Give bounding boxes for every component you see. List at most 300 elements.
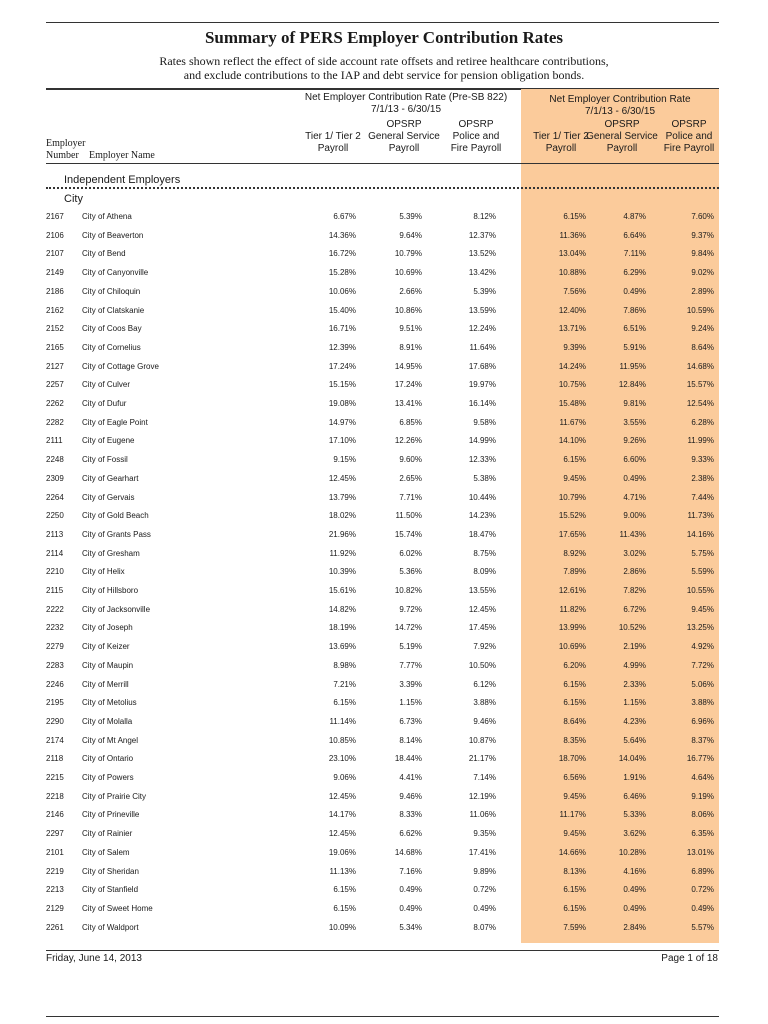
rate-tier-net: 6.15%	[563, 885, 586, 895]
employer-number: 2248	[46, 455, 64, 465]
table-row	[0, 805, 768, 824]
rate-police-pre: 8.12%	[473, 212, 496, 221]
employer-name: City of Stanfield	[82, 885, 139, 895]
rate-police-pre: 0.49%	[473, 903, 496, 913]
employer-number: 2215	[46, 773, 64, 782]
rate-general-net: 5.64%	[623, 735, 646, 745]
table-row	[0, 918, 768, 937]
rate-police-net: 13.01%	[686, 847, 714, 857]
employer-number: 2282	[46, 417, 64, 427]
rate-general-pre: 14.68%	[394, 847, 422, 857]
rate-police-pre: 12.19%	[468, 791, 496, 801]
employer-number: 2213	[46, 885, 64, 895]
rate-police-net: 9.33%	[691, 455, 714, 465]
rate-tier-net: 6.15%	[563, 903, 586, 913]
rate-tier-pre: 19.06%	[328, 847, 356, 857]
rate-general-net: 7.86%	[623, 305, 646, 315]
top-rule	[46, 22, 719, 23]
table-row	[0, 375, 768, 394]
employer-number: 2261	[46, 922, 64, 932]
rate-police-pre: 9.46%	[473, 716, 496, 726]
table-row	[0, 843, 768, 862]
table-row	[0, 768, 768, 787]
table-row	[0, 301, 768, 320]
employer-number: 2174	[46, 735, 64, 745]
rate-police-pre: 12.24%	[468, 324, 496, 334]
employer-name: City of Gresham	[82, 548, 140, 558]
employer-name: City of Rainier	[82, 829, 133, 839]
employer-name: City of Keizer	[82, 642, 130, 652]
table-row	[0, 675, 768, 694]
col-tier-header-1: Tier 1/ Tier 2 Payroll	[305, 131, 361, 154]
employer-name: City of Helix	[82, 567, 125, 577]
rate-tier-net: 9.45%	[563, 829, 586, 839]
rate-general-net: 4.87%	[623, 212, 646, 221]
rate-general-pre: 5.19%	[399, 642, 422, 652]
employer-name: City of Beaverton	[82, 230, 144, 240]
rate-general-net: 9.81%	[623, 399, 646, 408]
rate-tier-net: 15.48%	[558, 399, 586, 408]
rate-general-pre: 15.74%	[394, 529, 422, 539]
rate-general-net: 3.62%	[623, 829, 646, 839]
table-row	[0, 413, 768, 432]
rate-general-net: 0.49%	[623, 473, 646, 483]
rate-general-pre: 6.62%	[399, 829, 422, 839]
employer-name: City of Joseph	[82, 623, 133, 633]
table-row	[0, 244, 768, 263]
rate-tier-pre: 10.09%	[328, 922, 356, 932]
rate-general-pre: 18.44%	[394, 754, 422, 764]
rate-tier-pre: 8.98%	[333, 660, 356, 670]
rate-general-net: 2.33%	[623, 679, 646, 689]
rate-general-pre: 6.02%	[399, 548, 422, 558]
rate-police-pre: 14.99%	[468, 436, 496, 446]
rate-tier-pre: 10.39%	[328, 567, 356, 577]
rate-tier-net: 8.35%	[563, 735, 586, 745]
rate-police-net: 6.28%	[691, 417, 714, 427]
rate-police-net: 7.72%	[691, 660, 714, 670]
employer-name: City of Powers	[82, 773, 134, 782]
rate-tier-pre: 19.08%	[328, 399, 356, 408]
rate-police-net: 0.49%	[691, 903, 714, 913]
employer-number: 2106	[46, 230, 64, 240]
employer-name: City of Hillsboro	[82, 586, 139, 595]
rate-police-net: 6.89%	[691, 866, 714, 876]
employer-number: 2149	[46, 268, 64, 278]
employer-number: 2162	[46, 305, 64, 315]
rate-tier-net: 9.39%	[563, 342, 586, 352]
rate-police-pre: 7.92%	[473, 642, 496, 652]
employer-number: 2309	[46, 473, 64, 483]
rate-tier-pre: 17.24%	[328, 361, 356, 371]
rate-tier-pre: 16.72%	[328, 249, 356, 259]
rate-police-net: 9.24%	[691, 324, 714, 334]
rate-tier-pre: 15.15%	[328, 380, 356, 390]
rate-tier-net: 18.70%	[558, 754, 586, 764]
employer-name: City of Gervais	[82, 492, 135, 502]
employer-name: City of Prineville	[82, 810, 140, 820]
rate-tier-net: 6.20%	[563, 660, 586, 670]
rate-general-pre: 3.39%	[399, 679, 422, 689]
rate-police-pre: 11.06%	[469, 810, 496, 820]
table-row	[0, 600, 768, 619]
rate-general-pre: 9.64%	[399, 230, 422, 240]
table-row	[0, 581, 768, 600]
table-row	[0, 469, 768, 488]
table-row	[0, 824, 768, 843]
rate-tier-net: 6.15%	[563, 212, 586, 221]
table-row	[0, 787, 768, 806]
table-row	[0, 862, 768, 881]
rate-police-pre: 10.44%	[468, 492, 496, 502]
rate-general-net: 2.86%	[623, 567, 646, 577]
rate-police-net: 9.45%	[691, 604, 714, 614]
rate-police-pre: 17.68%	[468, 361, 496, 371]
rate-police-net: 0.72%	[691, 885, 714, 895]
rate-general-net: 4.71%	[623, 492, 646, 502]
table-row	[0, 394, 768, 413]
rate-police-net: 10.59%	[686, 305, 714, 315]
employer-name: City of Canyonville	[82, 268, 149, 278]
rate-police-pre: 9.58%	[473, 417, 496, 427]
rate-general-pre: 4.41%	[399, 773, 422, 782]
rate-police-net: 3.88%	[691, 698, 714, 708]
rate-police-net: 5.59%	[691, 567, 714, 577]
rate-police-net: 9.19%	[691, 791, 714, 801]
employer-number: 2113	[46, 529, 64, 539]
employer-name: City of Gearhart	[82, 473, 139, 483]
rate-tier-pre: 15.28%	[328, 268, 356, 278]
rate-police-pre: 7.14%	[473, 773, 496, 782]
table-row	[0, 263, 768, 282]
employer-name: City of Waldport	[82, 922, 139, 932]
employer-name: City of Culver	[82, 380, 131, 390]
rate-general-net: 10.52%	[618, 623, 646, 633]
rate-tier-net: 6.56%	[563, 773, 586, 782]
rate-general-net: 10.28%	[618, 847, 646, 857]
rate-general-pre: 5.39%	[399, 212, 422, 221]
rate-tier-net: 9.45%	[563, 791, 586, 801]
employer-name: City of Cottage Grove	[82, 361, 159, 371]
table-row	[0, 618, 768, 637]
rate-police-net: 7.60%	[691, 212, 714, 221]
rate-tier-pre: 13.69%	[328, 642, 356, 652]
table-row	[0, 319, 768, 338]
rate-tier-net: 7.59%	[563, 922, 586, 932]
rate-general-pre: 11.50%	[395, 511, 422, 521]
rate-general-pre: 5.36%	[399, 567, 422, 577]
rate-tier-pre: 6.15%	[333, 903, 356, 913]
employer-name: City of Ontario	[82, 754, 134, 764]
col-tier-header-2: Tier 1/ Tier 2 Payroll	[533, 131, 589, 154]
rate-tier-pre: 6.67%	[333, 212, 356, 221]
rate-general-pre: 7.16%	[399, 866, 422, 876]
employer-number: 2257	[46, 380, 64, 390]
dotted-divider	[46, 187, 719, 189]
employer-number: 2107	[46, 249, 64, 259]
rate-tier-pre: 10.85%	[328, 735, 356, 745]
rate-tier-net: 12.40%	[558, 305, 586, 315]
rate-tier-net: 12.61%	[558, 586, 586, 595]
col-police-header-1: OPSRP Police and Fire Payroll	[450, 119, 502, 154]
employer-name: City of Eugene	[82, 436, 135, 446]
employer-name: City of Maupin	[82, 660, 134, 670]
table-row	[0, 562, 768, 581]
rate-general-net: 6.29%	[623, 268, 646, 278]
rate-tier-net: 13.04%	[558, 249, 586, 259]
rate-general-pre: 2.66%	[399, 286, 422, 296]
rate-police-net: 7.44%	[691, 492, 714, 502]
rate-tier-pre: 14.36%	[328, 230, 356, 240]
rate-tier-pre: 11.14%	[329, 716, 356, 726]
rate-tier-pre: 11.92%	[329, 548, 356, 558]
rate-police-pre: 9.35%	[473, 829, 496, 839]
rate-police-pre: 13.52%	[468, 249, 496, 259]
rate-general-pre: 9.51%	[399, 324, 422, 334]
rate-general-net: 12.84%	[618, 380, 646, 390]
employer-number: 2118	[46, 754, 64, 764]
employer-name: City of Clatskanie	[82, 305, 145, 315]
table-row	[0, 282, 768, 301]
rate-general-net: 3.02%	[623, 548, 646, 558]
rate-general-net: 0.49%	[623, 885, 646, 895]
employer-name: City of Chiloquin	[82, 286, 141, 296]
rate-general-net: 6.60%	[623, 455, 646, 465]
rate-general-net: 2.19%	[623, 642, 646, 652]
bottom-rule	[46, 1016, 719, 1017]
rate-tier-pre: 15.61%	[328, 586, 356, 595]
rate-tier-pre: 7.21%	[333, 679, 356, 689]
employer-number: 2146	[46, 810, 64, 820]
employer-name: City of Salem	[82, 847, 130, 857]
employer-name: City of Fossil	[82, 455, 128, 465]
rate-police-pre: 10.87%	[468, 735, 496, 745]
employer-name: City of Metolius	[82, 698, 137, 708]
employer-number: 2264	[46, 492, 64, 502]
table-row	[0, 488, 768, 507]
rate-police-pre: 10.50%	[468, 660, 496, 670]
rate-general-pre: 8.33%	[399, 810, 422, 820]
rate-police-net: 6.96%	[691, 716, 714, 726]
employer-name: City of Athena	[82, 212, 132, 221]
rate-general-pre: 7.77%	[399, 660, 422, 670]
rate-tier-pre: 9.06%	[333, 773, 356, 782]
rate-tier-pre: 11.13%	[329, 866, 356, 876]
employer-name: City of Bend	[82, 249, 126, 259]
rate-tier-net: 10.88%	[558, 268, 586, 278]
rate-general-net: 5.33%	[623, 810, 646, 820]
rate-general-net: 7.82%	[623, 586, 646, 595]
rate-tier-pre: 18.02%	[328, 511, 356, 521]
rate-police-pre: 16.14%	[468, 399, 496, 408]
col-general-header-1: OPSRP General Service Payroll	[368, 119, 440, 154]
employer-name: City of Coos Bay	[82, 324, 142, 334]
rate-tier-net: 9.45%	[563, 473, 586, 483]
rate-tier-pre: 21.96%	[328, 529, 356, 539]
employer-number: 2210	[46, 567, 64, 577]
rate-police-pre: 5.39%	[473, 286, 496, 296]
rate-police-net: 9.84%	[691, 249, 714, 259]
employer-name: City of Sweet Home	[82, 903, 153, 913]
rate-tier-net: 17.65%	[558, 529, 586, 539]
subsection-heading: City	[64, 193, 83, 205]
subtitle-line-1: Rates shown reflect the effect of side account rate offsets and retiree healthcare contributions,	[159, 54, 609, 68]
rate-police-net: 9.37%	[691, 230, 714, 240]
header-bottom-rule	[46, 163, 719, 164]
rate-police-pre: 13.59%	[468, 305, 496, 315]
rate-police-net: 10.55%	[686, 586, 714, 595]
rate-general-net: 9.00%	[623, 511, 646, 521]
rate-tier-pre: 12.39%	[328, 342, 356, 352]
employer-number: 2283	[46, 660, 64, 670]
rate-police-pre: 8.07%	[473, 922, 496, 932]
rate-general-net: 7.11%	[623, 249, 646, 259]
rate-police-pre: 12.37%	[468, 230, 496, 240]
rate-general-pre: 10.82%	[394, 586, 422, 595]
rate-tier-pre: 23.10%	[328, 754, 356, 764]
employer-number: 2111	[46, 436, 63, 446]
rate-general-pre: 10.79%	[394, 249, 422, 259]
rate-police-pre: 11.64%	[469, 342, 496, 352]
rate-tier-net: 14.66%	[558, 847, 586, 857]
rate-tier-net: 10.75%	[558, 380, 586, 390]
rate-general-net: 11.43%	[619, 529, 646, 539]
employer-number: 2297	[46, 829, 64, 839]
employer-number: 2250	[46, 511, 64, 521]
rate-police-net: 4.64%	[691, 773, 714, 782]
rate-general-net: 6.72%	[623, 604, 646, 614]
table-row	[0, 207, 768, 226]
rate-tier-pre: 18.19%	[328, 623, 356, 633]
rate-general-pre: 0.49%	[399, 903, 422, 913]
table-row	[0, 899, 768, 918]
employer-name: City of Merrill	[82, 679, 129, 689]
rate-police-pre: 13.55%	[468, 586, 496, 595]
employer-number: 2232	[46, 623, 64, 633]
rate-tier-net: 15.52%	[558, 511, 586, 521]
employer-number: 2290	[46, 716, 64, 726]
page-title: Summary of PERS Employer Contribution Rates	[204, 28, 564, 47]
employer-number: 2115	[46, 586, 64, 595]
rate-general-net: 11.95%	[619, 361, 646, 371]
rate-general-pre: 2.65%	[399, 473, 422, 483]
rate-general-pre: 8.91%	[399, 342, 422, 352]
rate-police-pre: 14.23%	[468, 511, 496, 521]
rate-tier-pre: 17.10%	[328, 436, 356, 446]
rate-general-net: 9.26%	[623, 436, 646, 446]
rate-police-pre: 9.89%	[473, 866, 496, 876]
employer-number: 2222	[46, 604, 64, 614]
rate-police-pre: 8.75%	[473, 548, 496, 558]
pre-sb822-group-header: Net Employer Contribution Rate (Pre-SB 822) 7/1/13 - 6/30/15	[304, 92, 508, 115]
rate-general-pre: 9.60%	[399, 455, 422, 465]
rate-police-net: 2.38%	[691, 473, 714, 483]
rate-police-net: 5.06%	[691, 679, 714, 689]
employer-number: 2101	[46, 847, 64, 857]
table-row	[0, 338, 768, 357]
rate-police-pre: 17.45%	[468, 623, 496, 633]
employer-number: 2219	[46, 866, 64, 876]
employer-name: City of Mt Angel	[82, 735, 139, 745]
rate-tier-net: 6.15%	[563, 679, 586, 689]
rate-police-net: 8.64%	[691, 342, 714, 352]
section-heading: Independent Employers	[64, 174, 181, 186]
rate-police-pre: 21.17%	[468, 754, 496, 764]
rate-police-pre: 12.33%	[468, 455, 496, 465]
rate-police-pre: 18.47%	[468, 529, 496, 539]
rate-general-pre: 10.86%	[394, 305, 422, 315]
rate-general-net: 14.04%	[618, 754, 646, 764]
rate-police-net: 12.54%	[686, 399, 714, 408]
col-general-header-2: OPSRP General Service Payroll	[586, 119, 658, 154]
rate-police-pre: 0.72%	[473, 885, 496, 895]
rate-police-pre: 12.45%	[468, 604, 496, 614]
employer-name: City of Sheridan	[82, 866, 139, 876]
rate-tier-net: 6.15%	[563, 455, 586, 465]
rate-general-net: 4.16%	[623, 866, 646, 876]
table-row	[0, 544, 768, 563]
rate-general-net: 6.64%	[623, 230, 646, 240]
rate-general-pre: 6.73%	[399, 716, 422, 726]
employer-name: City of Molalla	[82, 716, 133, 726]
employer-name: City of Grants Pass	[82, 529, 151, 539]
rate-general-net: 1.15%	[623, 698, 646, 708]
rate-police-pre: 8.09%	[473, 567, 496, 577]
rate-general-pre: 6.85%	[399, 417, 422, 427]
rate-general-net: 1.91%	[623, 773, 646, 782]
rate-tier-pre: 10.06%	[328, 286, 356, 296]
table-row	[0, 637, 768, 656]
table-row	[0, 749, 768, 768]
rate-police-net: 9.02%	[691, 268, 714, 278]
rate-general-pre: 8.14%	[399, 735, 422, 745]
rate-police-net: 6.35%	[691, 829, 714, 839]
table-row	[0, 506, 768, 525]
footer-date: Friday, June 14, 2013	[46, 953, 142, 964]
rate-tier-pre: 6.15%	[333, 885, 356, 895]
rate-tier-pre: 14.97%	[328, 417, 356, 427]
rate-police-net: 11.73%	[687, 511, 714, 521]
rate-general-pre: 13.41%	[394, 399, 422, 408]
rate-general-net: 6.51%	[623, 324, 646, 334]
table-row	[0, 226, 768, 245]
table-row	[0, 656, 768, 675]
rate-general-net: 4.99%	[623, 660, 646, 670]
rate-tier-net: 10.69%	[558, 642, 586, 652]
rate-tier-net: 11.67%	[559, 417, 586, 427]
employer-number-header: Employer Number	[46, 138, 86, 161]
rate-police-net: 2.89%	[691, 286, 714, 296]
employer-number: 2114	[46, 548, 64, 558]
col-police-header-2: OPSRP Police and Fire Payroll	[663, 119, 715, 154]
rate-general-net: 3.55%	[623, 417, 646, 427]
employer-name: City of Eagle Point	[82, 417, 148, 427]
employer-number: 2152	[46, 324, 64, 334]
footer-rule	[46, 950, 719, 951]
table-row	[0, 450, 768, 469]
rate-general-pre: 9.46%	[399, 791, 422, 801]
rate-tier-pre: 16.71%	[328, 324, 356, 334]
rate-tier-pre: 12.45%	[328, 791, 356, 801]
employer-number: 2279	[46, 642, 64, 652]
rate-tier-pre: 15.40%	[328, 305, 356, 315]
rate-police-pre: 19.97%	[468, 380, 496, 390]
rate-general-pre: 9.72%	[399, 604, 422, 614]
rate-general-pre: 10.69%	[394, 268, 422, 278]
rate-police-pre: 6.12%	[473, 679, 496, 689]
net-rate-group-header: Net Employer Contribution Rate 7/1/13 - 6/30/15	[549, 94, 691, 117]
rate-tier-pre: 12.45%	[328, 473, 356, 483]
